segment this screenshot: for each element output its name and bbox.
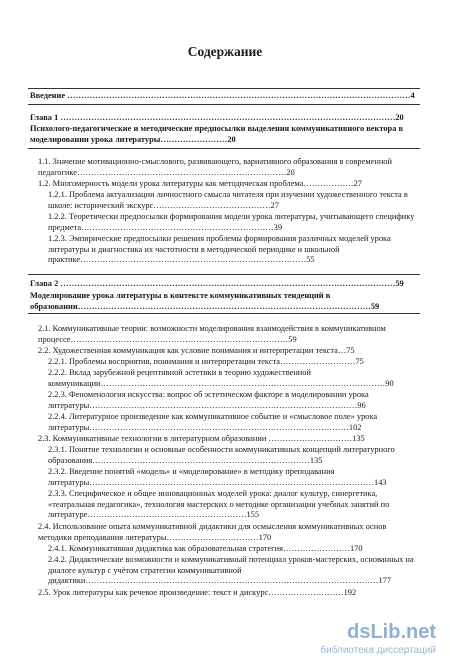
toc-entry [30, 113, 420, 124]
toc-entry [48, 234, 420, 266]
toc-entry-text: 2.2.2. Вклад зарубежной рецептивной эстетики в теорию художественной коммуникации…………………………………………………………………………………………90 [48, 368, 394, 388]
toc-entry [38, 434, 420, 445]
toc-entry [38, 179, 420, 190]
page-title: Содержание [187, 44, 263, 59]
toc-entry [38, 346, 420, 357]
toc-entry [48, 555, 420, 587]
toc-entry-text: 1.2.2. Теоретически предпосылки формирования модели урока литературы, учитывающего специфику предмета……………………………………………………………39 [48, 212, 415, 232]
toc-entry [38, 588, 420, 599]
toc-entry-text: 1.1. Значение мотивационно-смыслового, развивающего, вариативного образования в современной педагогике…………………………………………………………………20 [38, 157, 392, 177]
divider [28, 148, 420, 149]
toc-entry [30, 91, 420, 102]
toc-entry [38, 157, 420, 178]
toc-entry-text: 1.2. Многомерность модели урока литературы как методическая проблема………………27 [38, 179, 362, 188]
toc-entry-text: 2.3.3. Специфическое и общее инновационных моделей урока: диалог культур, синергетика, «театральная педагогика», технология мастерских о методике организации учебных занятий по литературе…………………………………………………155 [48, 489, 390, 520]
toc-entry [48, 212, 420, 233]
toc-entry-text: 2.4.1. Коммуникативная дидактика как образовательная стратегия……………………170 [48, 544, 363, 553]
toc-entry [48, 544, 420, 555]
toc-entry [30, 279, 420, 290]
toc-entry-text: 2.2.1. Проблемы восприятия, понимания и интерпретации текста………………………75 [48, 357, 364, 366]
watermark [304, 621, 436, 661]
toc-entry-text: Моделирование урока литературы в контексте коммуникативных тенденций в образовании……………………………………………………………………………………………59 [30, 291, 380, 311]
toc-entry-text: 2.3.2. Введение понятий «модель» и «моделирование» в методику преподавания литературы…………………………………………………………………………………………143 [48, 467, 387, 487]
toc-entry [48, 467, 420, 488]
toc-entry-text: Психолого-педагогические и методические предпосылки выделения коммуникативного вектора в моделировании урока литературы……………………20 [30, 124, 403, 144]
divider [28, 274, 420, 275]
toc-entry-text: 2.3. Коммуникативные технологии в литературном образовании …………………………135 [38, 434, 365, 443]
toc-entry-text: 2.2.3. Феноменология искусства: вопрос об эстетическом факторе в моделировании урока литературы……………………………………………………………………………………96 [48, 390, 369, 410]
toc-entry-text: Глава 1 …………………………………………………………………………………………………………20 [30, 113, 404, 122]
toc-entry [48, 390, 420, 411]
toc-entry [48, 368, 420, 389]
toc-entry-text: 2.2.4. Литературное произведение как коммуникативное событие и «смысловое поле» урока литературы…………………………………………………………………………………102 [48, 412, 378, 432]
toc-entry [48, 357, 420, 368]
toc-entry-text: Введение ……………………………………………………………………………………………………………4 [30, 91, 415, 100]
divider [28, 104, 420, 105]
watermark-subtitle: библиотека диссертаций [320, 645, 436, 656]
toc-entry [38, 324, 420, 345]
toc-entry [48, 190, 420, 211]
toc-entry [48, 412, 420, 433]
toc-entry-text: 2.3.1. Понятие технологии и основные особенности коммуникативных концепций литературного образования……………………………………………………………………135 [48, 445, 395, 465]
divider [28, 313, 420, 314]
watermark-logo: dsLib.net [347, 621, 436, 643]
toc-entry-text: 1.2.3. Эмпирические предпосылки решения проблемы формирования различных моделей урока литературы и диагностика их частотности в методической периодике и школьной практике………………………………………………………………………55 [48, 234, 391, 265]
divider [28, 88, 420, 89]
toc-entry-text: 1.2.1. Проблема актуализации личностного смысла читателя при изучении художественного текста в школе: исторический экскурс……………………………………27 [48, 190, 408, 210]
toc-entry-text: 2.4. Использование опыта коммуникативной дидактики для осмысления коммуникативных основ методики преподавания литературы……………………………170 [38, 522, 387, 542]
toc-entry [30, 124, 420, 145]
toc-entry-text: Глава 2 …………………………………………………………………………………………………………59 [30, 279, 404, 288]
toc-entry-text: 2.5. Урок литературы как речевое произведение: текст и дискурс………………………192 [38, 588, 357, 597]
toc-entry-text: 2.1. Коммуникативные теории: возможности моделирования взаимодействия в коммуникативном процессе……………………………………………………………………59 [38, 324, 386, 344]
toc-entry [48, 489, 420, 521]
toc-entry-text: 2.2. Художественная коммуникация как условие понимания и интерпретации текста…75 [38, 346, 355, 355]
toc-entry [38, 522, 420, 543]
toc-entry [48, 445, 420, 466]
toc-entry [30, 291, 420, 312]
toc-entry-text: 2.4.2. Дидактические возможности и коммуникативный потенциал уроков-мастерских, основанных на диалоге культур с учётом стратегии коммуникативной дидактики……………………………………………………………………………………………177 [48, 555, 414, 586]
